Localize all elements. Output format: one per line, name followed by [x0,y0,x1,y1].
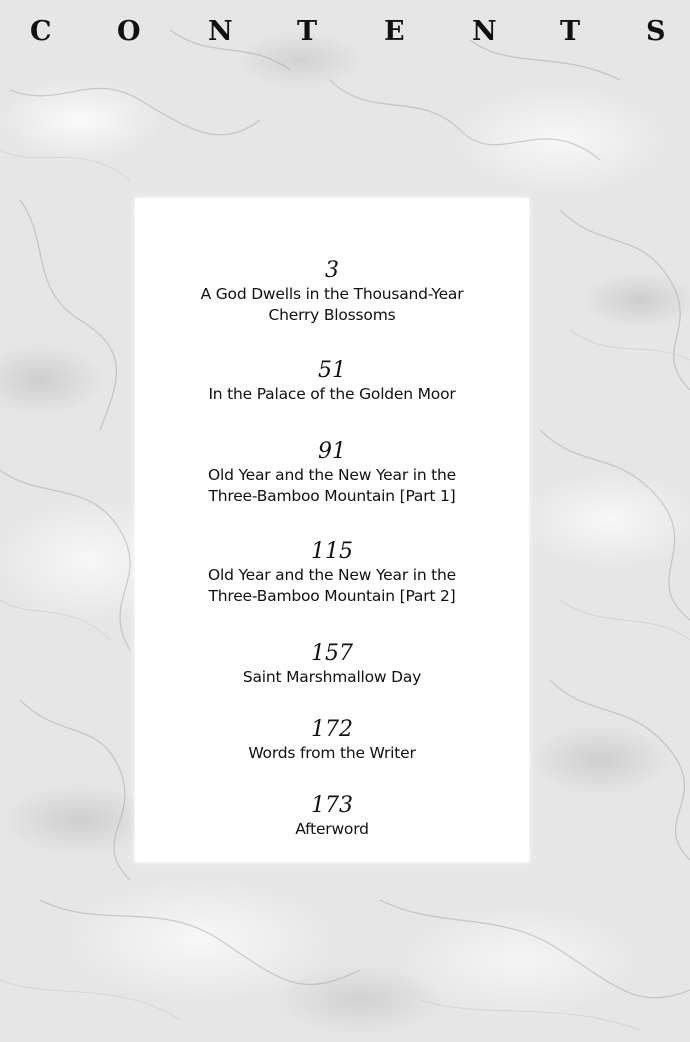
page-number: 91 [318,439,346,464]
chapter-title: A God Dwells in the Thousand-Year Cherry Blossoms [200,285,464,324]
page-number: 51 [318,358,346,383]
list-item [135,439,529,507]
heading-letter: N [472,16,497,47]
page-number: 172 [311,717,353,742]
list-item [135,539,529,607]
heading-letter: N [208,16,233,47]
page-number: 115 [311,539,353,564]
heading-letter: T [297,16,318,47]
chapter-title: Old Year and the New Year in the Three-Bamboo Mountain [Part 2] [207,566,457,605]
chapter-title: Saint Marshmallow Day [242,668,422,686]
page-number: 157 [311,641,353,666]
heading-letter: E [384,16,405,47]
contents-list [135,258,529,840]
heading-letter: S [646,16,666,47]
list-item [135,717,529,764]
list-item [135,258,529,326]
list-item [135,793,529,840]
chapter-title: Words from the Writer [248,744,416,762]
contents-panel [135,198,529,862]
heading-letter: O [117,16,141,47]
page-number: 173 [311,793,353,818]
chapter-title: Afterword [295,820,369,838]
page-number: 3 [325,258,339,283]
list-item [135,358,529,405]
contents-heading [0,12,690,52]
chapter-title: In the Palace of the Golden Moor [208,385,456,403]
chapter-title: Old Year and the New Year in the Three-Bamboo Mountain [Part 1] [207,466,457,505]
heading-letter: T [560,16,581,47]
heading-letter: C [30,16,52,47]
list-item [135,641,529,688]
